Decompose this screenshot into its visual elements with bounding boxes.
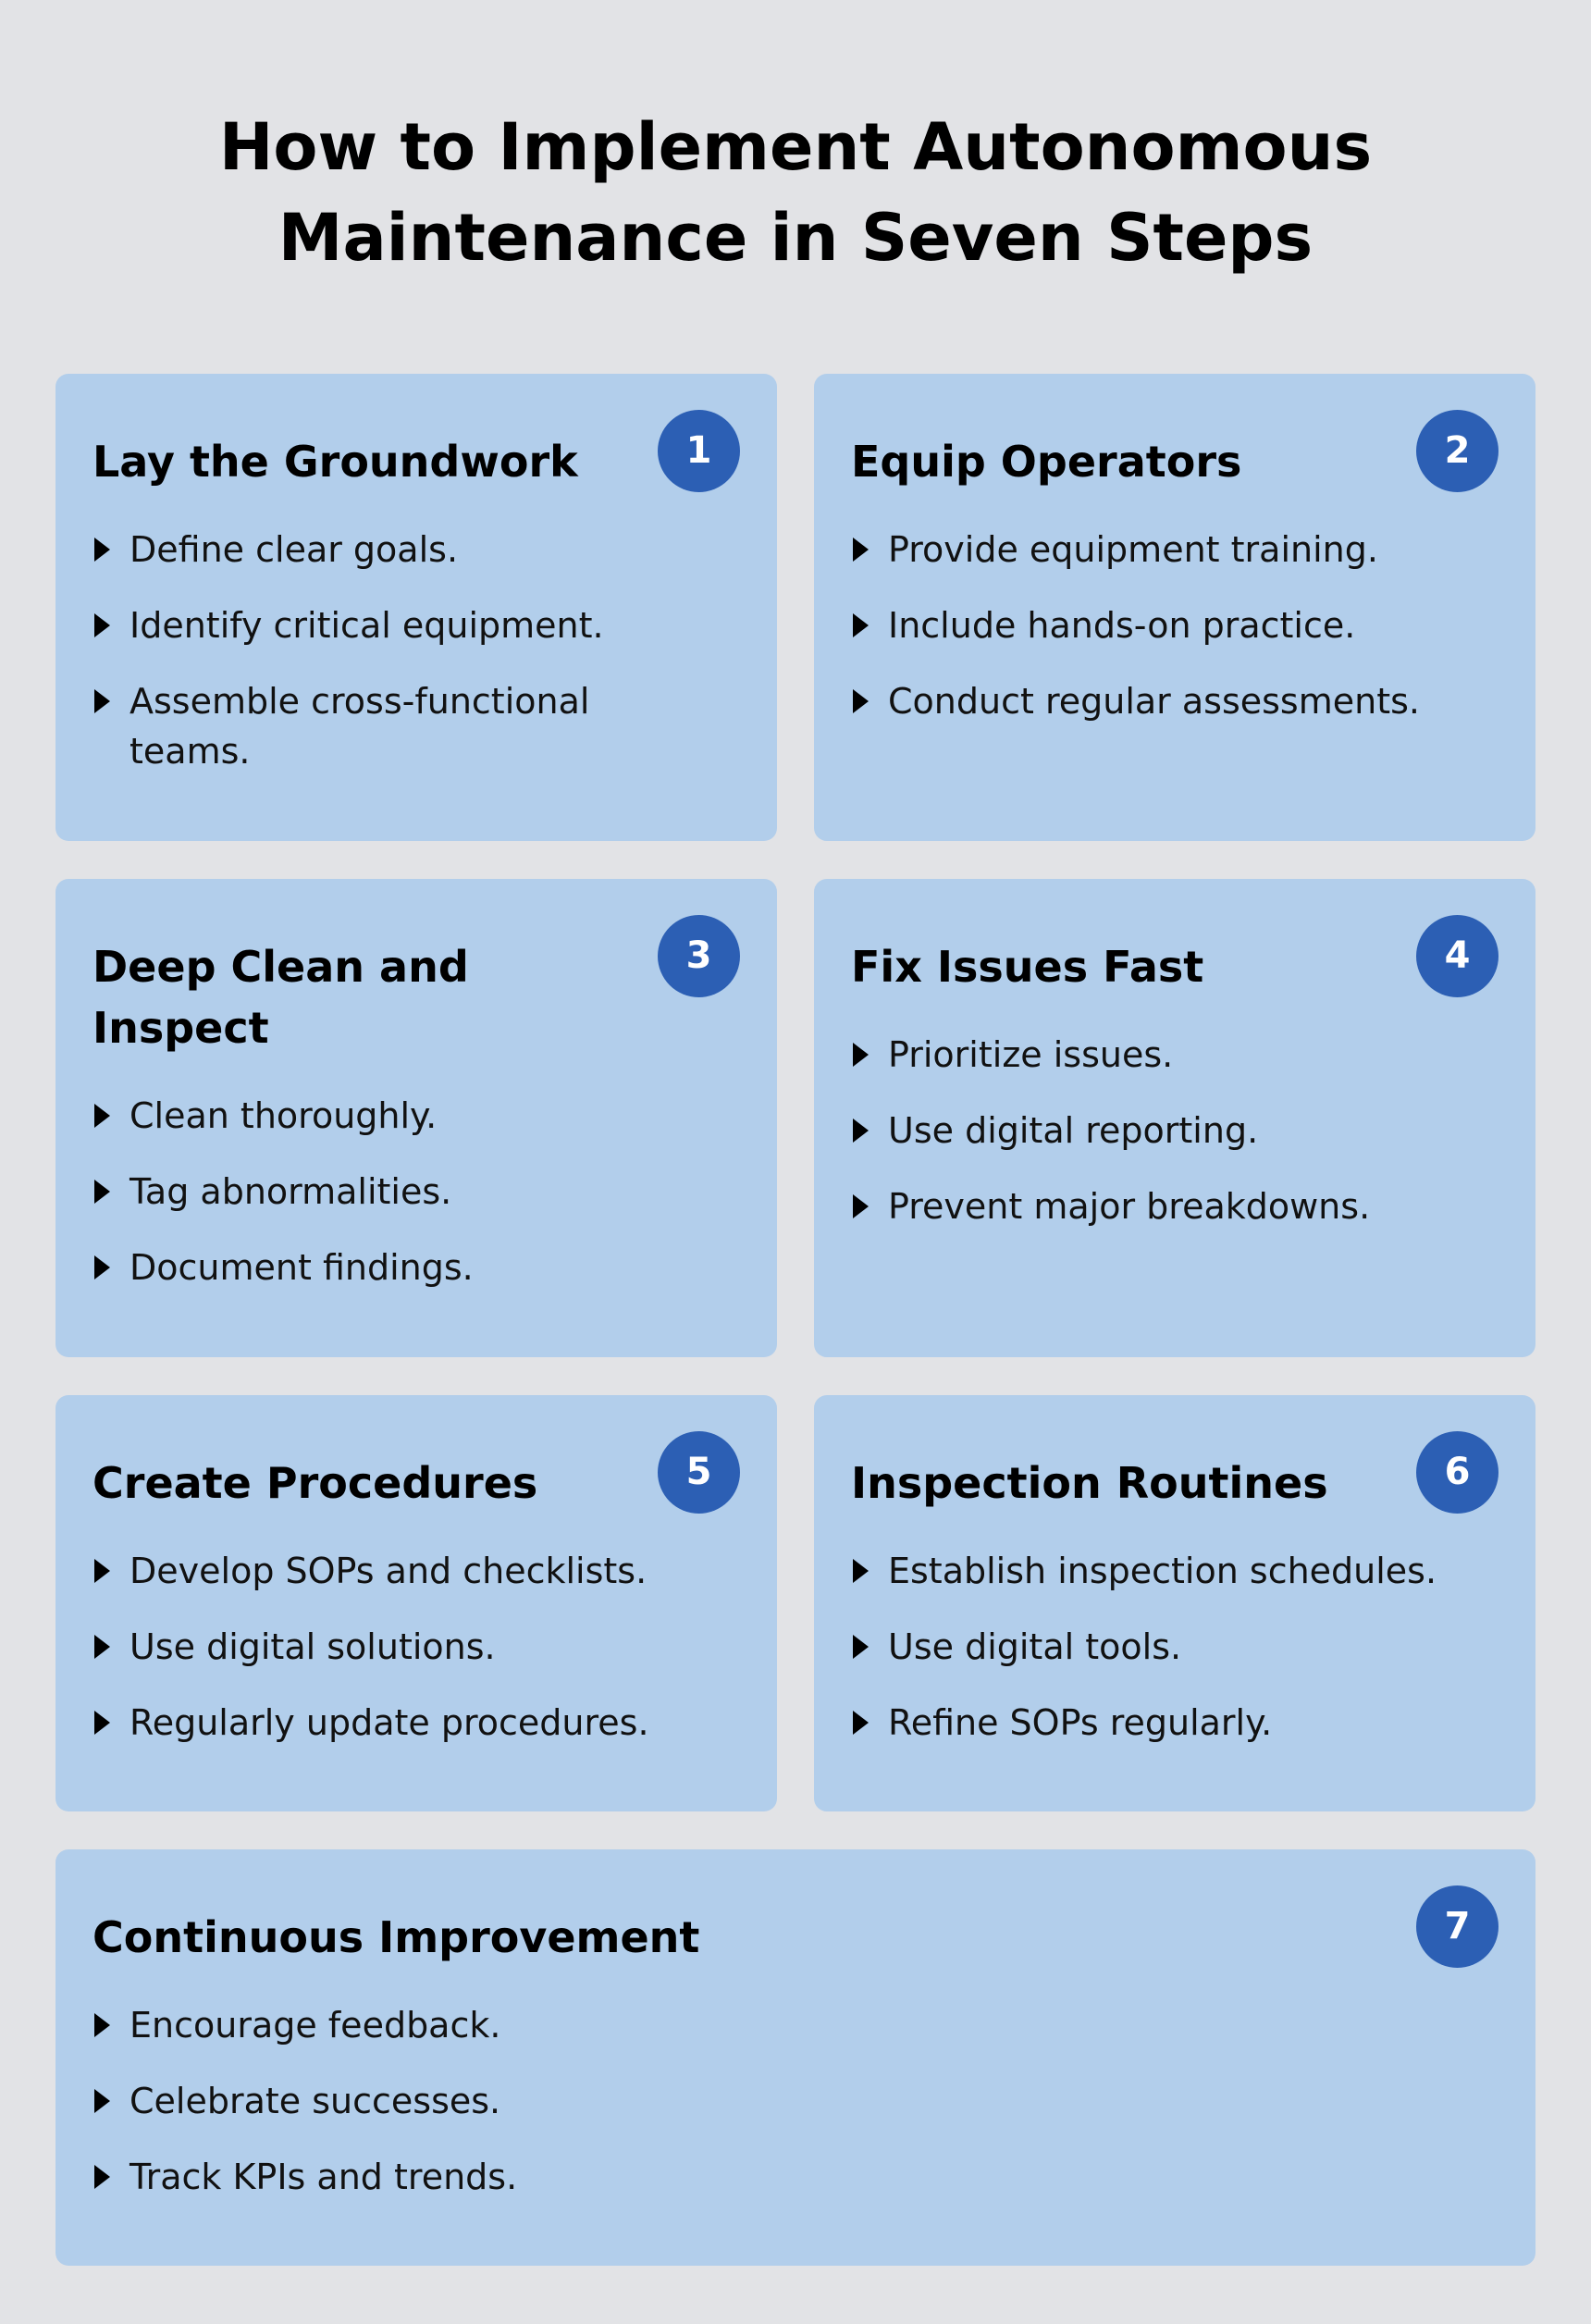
list-item: Conduct regular assessments. bbox=[851, 676, 1480, 726]
page-title: How to Implement Autonomous Maintenance in Seven Steps bbox=[218, 109, 1373, 276]
step-number-badge: 1 bbox=[658, 410, 740, 492]
step-card-2 bbox=[814, 374, 1536, 841]
list-item: Use digital reporting. bbox=[851, 1106, 1480, 1156]
list-item: Refine SOPs regularly. bbox=[851, 1698, 1480, 1748]
step-card-3 bbox=[56, 879, 777, 1357]
step-item-list bbox=[92, 1091, 722, 1318]
step-title: Inspection Routines bbox=[851, 1458, 1328, 1508]
step-title: Continuous Improvement bbox=[92, 1912, 700, 1962]
list-item: Prevent major breakdowns. bbox=[851, 1181, 1480, 1231]
step-number-badge: 5 bbox=[658, 1431, 740, 1514]
step-title: Lay the Groundwork bbox=[92, 437, 578, 487]
step-item-list bbox=[92, 1546, 722, 1774]
step-item-list bbox=[851, 1546, 1480, 1774]
step-title: Fix Issues Fast bbox=[851, 942, 1204, 992]
step-card-4 bbox=[814, 879, 1536, 1357]
list-item: Assemble cross-functional teams. bbox=[92, 676, 610, 776]
list-item: Provide equipment training. bbox=[851, 525, 1480, 575]
step-number-badge: 4 bbox=[1416, 915, 1498, 997]
step-number-badge: 7 bbox=[1416, 1885, 1498, 1968]
step-number-badge: 3 bbox=[658, 915, 740, 997]
list-item: Use digital tools. bbox=[851, 1622, 1480, 1672]
step-card-1 bbox=[56, 374, 777, 841]
list-item: Clean thoroughly. bbox=[92, 1091, 722, 1141]
list-item: Develop SOPs and checklists. bbox=[92, 1546, 722, 1596]
step-number-badge: 6 bbox=[1416, 1431, 1498, 1514]
step-item-list bbox=[851, 1030, 1480, 1257]
list-item: Regularly update procedures. bbox=[92, 1698, 722, 1748]
step-card-6 bbox=[814, 1395, 1536, 1811]
list-item: Tag abnormalities. bbox=[92, 1167, 722, 1217]
list-item: Use digital solutions. bbox=[92, 1622, 722, 1672]
step-card-5 bbox=[56, 1395, 777, 1811]
step-title: Deep Clean and Inspect bbox=[92, 942, 469, 1053]
list-item: Prioritize issues. bbox=[851, 1030, 1480, 1080]
list-item: Define clear goals. bbox=[92, 525, 610, 575]
list-item: Track KPIs and trends. bbox=[92, 2152, 1388, 2202]
list-item: Establish inspection schedules. bbox=[851, 1546, 1480, 1596]
list-item: Include hands-on practice. bbox=[851, 600, 1480, 650]
list-item: Identify critical equipment. bbox=[92, 600, 610, 650]
step-item-list bbox=[851, 525, 1480, 752]
list-item: Document findings. bbox=[92, 1242, 722, 1292]
list-item: Encourage feedback. bbox=[92, 2000, 1388, 2050]
step-title: Create Procedures bbox=[92, 1458, 538, 1508]
step-item-list bbox=[92, 2000, 1388, 2228]
step-card-7 bbox=[56, 1849, 1536, 2266]
step-item-list bbox=[92, 525, 610, 802]
list-item: Celebrate successes. bbox=[92, 2076, 1388, 2126]
step-title: Equip Operators bbox=[851, 437, 1242, 487]
step-number-badge: 2 bbox=[1416, 410, 1498, 492]
